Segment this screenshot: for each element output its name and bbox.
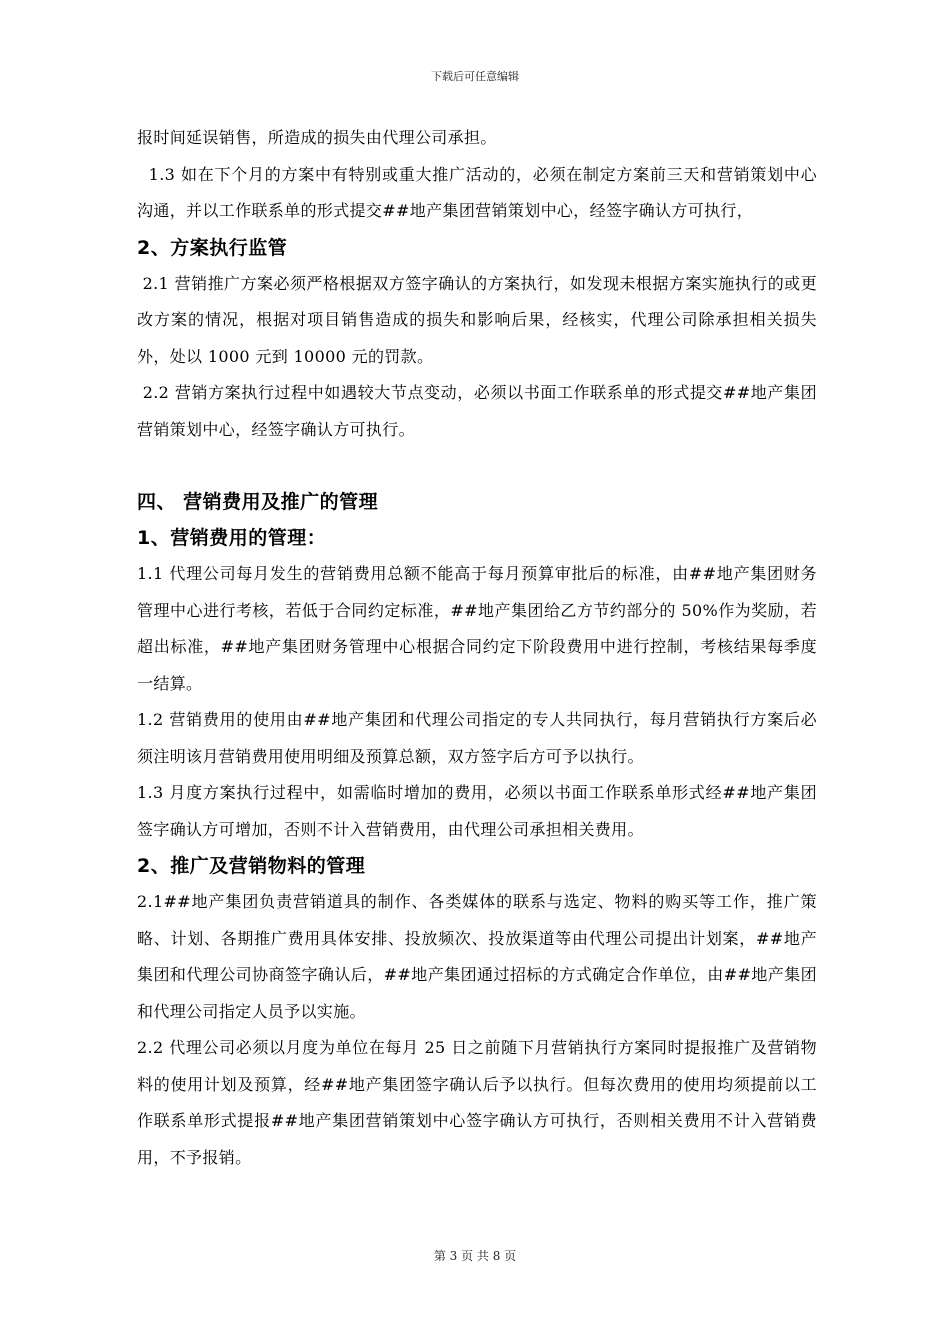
spacer [137, 448, 817, 484]
paragraph: 2.2 营销方案执行过程中如遇较大节点变动，必须以书面工作联系单的形式提交##地产集团营销策划中心，经签字确认方可执行。 [137, 383, 817, 439]
document-body [137, 120, 817, 1176]
paragraph: 2.1 营销推广方案必须严格根据双方签字确认的方案执行，如发现未根据方案实施执行的或更改方案的情况，根据对项目销售造成的损失和影响后果，经核实，代理公司除承担相关损失外，处以 1000 元到 10000 元的罚款。 [137, 273, 817, 366]
section-heading: 2、推广及营销物料的管理 [137, 855, 366, 877]
paragraph: 1.3 如在下个月的方案中有特别或重大推广活动的，必须在制定方案前三天和营销策划中心沟通，并以工作联系单的形式提交##地产集团营销策划中心，经签字确认方可执行， [137, 164, 817, 220]
paragraph: 1.2 营销费用的使用由##地产集团和代理公司指定的专人共同执行，每月营销执行方案后必须注明该月营销费用使用明细及预算总额，双方签字后方可予以执行。 [137, 710, 817, 766]
paragraph: 2.1##地产集团负责营销道具的制作、各类媒体的联系与选定、物料的购买等工作，推广策略、计划、各期推广费用具体安排、投放频次、投放渠道等由代理公司提出计划案，##地产集团和代理公司协商签字确认后，##地产集团通过招标的方式确定合作单位，由##地产集团和代理公司指定人员予以实施。 [137, 892, 817, 1021]
section-heading: 2、方案执行监管 [137, 236, 288, 259]
paragraph: 1.1 代理公司每月发生的营销费用总额不能高于每月预算审批后的标准，由##地产集团财务管理中心进行考核，若低于合同约定标准，##地产集团给乙方节约部分的 50%作为奖励，若超出标准，##地产集团财务管理中心根据合同约定下阶段费用中进行控制，考核结果每季度一结算。 [137, 564, 817, 693]
paragraph: 1.3 月度方案执行过程中，如需临时增加的费用，必须以书面工作联系单形式经##地产集团签字确认方可增加，否则不计入营销费用，由代理公司承担相关费用。 [137, 783, 817, 839]
page-header: 下载后可任意编辑 [431, 70, 519, 83]
paragraph: 2.2 代理公司必须以月度为单位在每月 25 日之前随下月营销执行方案同时提报推广及营销物料的使用计划及预算，经##地产集团签字确认后予以执行。但每次费用的使用均须提前以工作联系单形式提报##地产集团营销策划中心签字确认方可执行，否则相关费用不计入营销费用，不予报销。 [137, 1038, 817, 1167]
chapter-heading: 四、 营销费用及推广的管理 [137, 491, 379, 513]
page-footer: 第 3 页 共 8 页 [433, 1249, 517, 1263]
paragraph: 报时间延误销售，所造成的损失由代理公司承担。 [137, 128, 497, 147]
section-heading: 1、营销费用的管理： [137, 527, 327, 549]
